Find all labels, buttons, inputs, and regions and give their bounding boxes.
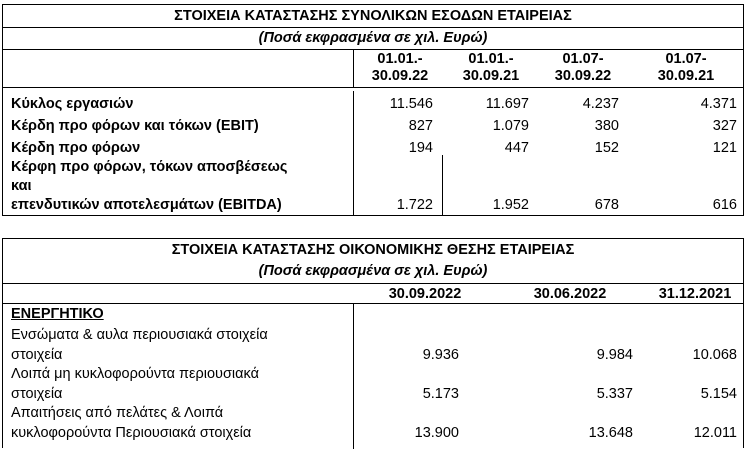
section-heading: ΕΝΕΡΓΗΤΙΚΟ (11, 306, 104, 322)
income-statement-table: ΣΤΟΙΧΕΙΑ ΚΑΤΑΣΤΑΣΗΣ ΣΥΝΟΛΙΚΩΝ ΕΣΟΔΩΝ ΕΤΑΙΡΕΙΑΣ (Ποσά εκφρασμένα σε χιλ. Ευρώ) 01.01.- 30.09.22 01.01.- 30.09.21 01.07- 30.09.22 01.07- 30.09.21 Κύκλος εργασιών 11.546 11.697 4.237 4.371 Κέρδη προ φόρων και τόκων (EBIT) 827 1.079 380 327 Κέρδη προ φόρων 194 447 152 121 Κέρφη προ φόρων, τόκων αποσβέσεως και επενδυτικών αποτελεσμάτων (EBITDA) 1.722 1.952 678 616 (2, 4, 744, 216)
financial-position-table: ΣΤΟΙΧΕΙΑ ΚΑΤΑΣΤΑΣΗΣ ΟΙΚΟΝΟΜΙΚΗΣ ΘΕΣΗΣ ΕΤΑΙΡΕΙΑΣ (Ποσά εκφρασμένα σε χιλ. Ευρώ) 30.09.2022 30.06.2022 31.12.2021 ΕΝΕΡΓΗΤΙΚΟ Ενσώματα & αυλα περιουσιακά στοιχεία στοιχεία 9.936 9.984 10.068 Λοιπά μη κυκλοφορούντα περιουσιακά στοιχεία 5.173 5.337 5.154 Απαιτήσεις από πελάτες & Λοιπά κυκλοφορούντα Περιουσιακά στοιχεία 13.900 13.648 12.011 (2, 238, 744, 448)
table-subtitle: (Ποσά εκφρασμένα σε χιλ. Ευρώ) (258, 30, 488, 46)
column-header: 30.06.2022 (533, 286, 607, 302)
column-header: 01.07- 30.09.21 (657, 51, 715, 84)
table-subtitle: (Ποσά εκφρασμένα σε χιλ. Ευρώ) (258, 263, 488, 279)
column-header: 30.09.2022 (388, 286, 462, 302)
column-header: 31.12.2021 (658, 286, 732, 302)
table-title: ΣΤΟΙΧΕΙΑ ΚΑΤΑΣΤΑΣΗΣ ΟΙΚΟΝΟΜΙΚΗΣ ΘΕΣΗΣ ΕΤΑΙΡΕΙΑΣ (171, 242, 575, 258)
column-header: 01.01.- 30.09.22 (371, 51, 429, 84)
column-header: 01.07- 30.09.22 (554, 51, 612, 84)
table-title: ΣΤΟΙΧΕΙΑ ΚΑΤΑΣΤΑΣΗΣ ΣΥΝΟΛΙΚΩΝ ΕΣΟΔΩΝ ΕΤΑΙΡΕΙΑΣ (174, 8, 572, 24)
column-header: 01.01.- 30.09.21 (462, 51, 520, 84)
